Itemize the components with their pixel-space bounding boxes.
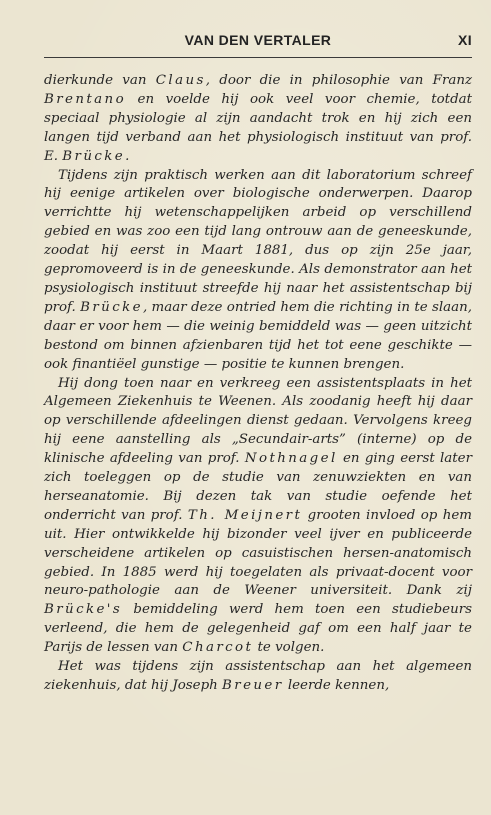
- text-run: Tijdens zijn praktisch werken aan dit laboratorium schreef hij eenige artikelen over biologische onderwerpen. Daarop verrichtte hij wetenschappelijken arbeid op verschillend gebied en was zoo een tijd lang ontrouw aan de geneeskunde, zoodat hij eerst in Maart 1881, dus op zijn 25e jaar, gepromoveerd is in de geneeskunde. Als demonstrator aan het psysiologisch instituut streefde hij naar het assistentschap bij prof.: [44, 167, 472, 315]
- text-run: en voelde hij ook veel voor chemie, totdat speciaal physiologie al zijn aandacht trok en hij zich een langen tijd verband aan het physiologisch instituut van prof. E.: [44, 91, 472, 164]
- spaced-name: Nothnagel: [244, 451, 338, 467]
- text-run: leerde kennen,: [283, 678, 390, 693]
- spaced-name: Th. Meijnert: [187, 507, 303, 523]
- spaced-name: Claus: [155, 73, 206, 88]
- paragraph: [44, 167, 472, 375]
- text-run: grooten invloed op hem uit. Hier ontwikkelde hij bizonder veel ijver en publiceerde verscheidene artikelen op casuistischen hersen-anatomisch gebied. In 1885 werd hij toegelaten als privaat-docent voor neuro-pathologie aan de Weener universiteit. Dank zij: [44, 507, 473, 599]
- running-head-title: VAN DEN VERTALER: [184, 32, 332, 48]
- page-number: XI: [457, 32, 472, 48]
- text-run: , maar deze ontried hem die richting in te slaan, daar er voor hem — die weinig bemiddeld was — geen uitzicht bestond om binnen afzienbaren tijd het tot eene geschikte — ook finantiëel gunstige — positie te kunnen brengen.: [44, 299, 472, 372]
- body-text: [44, 72, 472, 696]
- spaced-name: Breuer: [222, 678, 284, 693]
- spaced-name: Brücke: [62, 148, 126, 164]
- text-run: bemiddeling werd hem toen een studiebeurs verleend, die hem de gelegenheid gaf om een half jaar te Parijs de lessen van: [44, 602, 472, 656]
- spaced-name: Charcot: [182, 640, 254, 656]
- paragraph: [44, 375, 472, 659]
- text-run: Hij dong toen naar en verkreeg een assistentsplaats in het Algemeen Ziekenhuis te Weenen. Als zoodanig heeft hij daar op verschillende afdeelingen dienst gedaan. Vervolgens kreeg hij eene aanstelling als „Secundair-arts” (interne) op de klinische afdeeling van prof.: [44, 375, 472, 467]
- paragraph: [44, 658, 472, 696]
- header-rule: [44, 57, 472, 58]
- text-run: Het was tijdens zijn assistentschap aan het algemeen ziekenhuis, dat hij Joseph: [44, 659, 472, 693]
- text-run: en ging eerst later zich toeleggen op de studie van zenuwziekten en van herseanatomie. Bij dezen tak van studie oefende het onderricht van prof.: [44, 451, 472, 523]
- paragraph: [44, 72, 472, 167]
- running-head: [44, 32, 472, 52]
- spaced-name: Brentano: [44, 91, 127, 107]
- text-run: , door die in philosophie van Franz: [205, 73, 473, 88]
- spaced-name: Brücke's: [44, 602, 123, 618]
- text-run: dierkunde van: [44, 73, 156, 88]
- spaced-name: Brücke: [80, 299, 143, 315]
- text-run: te volgen.: [253, 640, 325, 656]
- text-run: .: [125, 148, 130, 164]
